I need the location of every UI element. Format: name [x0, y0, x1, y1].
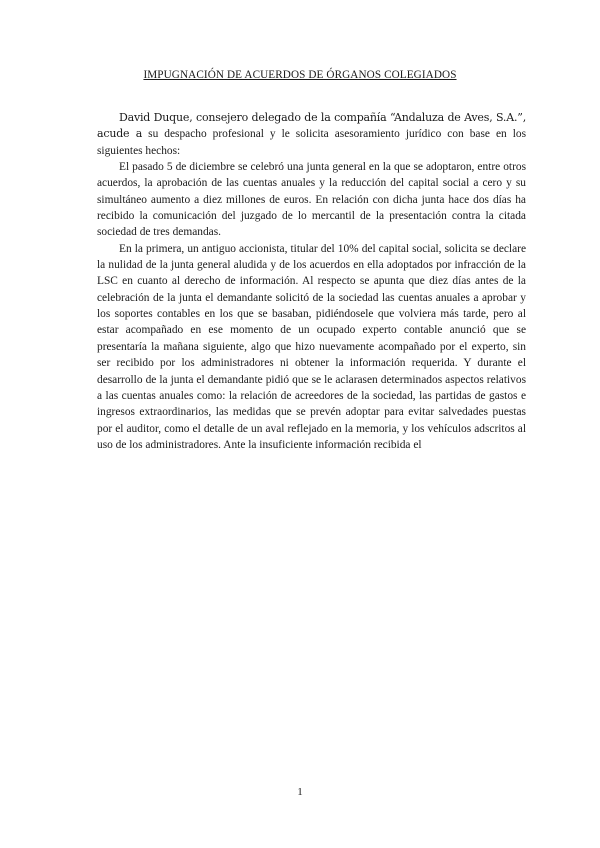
paragraph-intro-lead: David Duque, consejero delegado de la compañía “Andaluza de Aves, S.A.”, acude a	[97, 111, 526, 141]
paragraph-facts: El pasado 5 de diciembre se celebró una junta general en la que se adoptaron, entre otros acuerdos, la aprobación de las cuentas anuales y la reducción del capital social a cero y su simultáneo aumento a diez millones de euros. En relación con dicha junta hace dos días ha recibido la comunicación del juzgado de lo mercantil de la presentación contra la citada sociedad de tres demandas.	[97, 161, 526, 239]
page-number: 1	[297, 786, 303, 798]
paragraph-intro	[97, 110, 526, 159]
document-body	[97, 110, 526, 453]
paragraph-first-claim: En la primera, un antiguo accionista, titular del 10% del capital social, solicita se declare la nulidad de la junta general aludida y de los acuerdos en ella adoptados por infracción de la LSC en cuanto al derecho de información. Al respecto se apunta que diez días antes de la celebración de la junta el demandante solicitó de la sociedad las cuentas anuales a aprobar y los soportes contables en los que se basaban, pidiéndosele que volviera más tarde, pero al estar acompañado en ese momento de un ocupado experto contable anunció que se presentaría la mañana siguiente, algo que hizo nuevamente acompañado por el experto, sin ser recibido por los administradores ni obtener la información requerida. Y durante el desarrollo de la junta el demandante pidió que se le aclarasen determinados aspectos relativos a las cuentas anuales como: la relación de acreedores de la sociedad, las partidas de gastos e ingresos extraordinarios, las medidas que se prevén adoptar para evitar salvedades puestas por el auditor, como el detalle de un aval reflejado en la memoria, y los vehículos adscritos al uso de los administradores. Ante la insuficiente información recibida el	[97, 242, 526, 451]
paragraph-intro-rest: su despacho profesional y le solicita asesoramiento jurídico con base en los siguientes hechos:	[97, 128, 526, 157]
document-title: IMPUGNACIÓN DE ACUERDOS DE ÓRGANOS COLEGIADOS	[143, 69, 457, 81]
